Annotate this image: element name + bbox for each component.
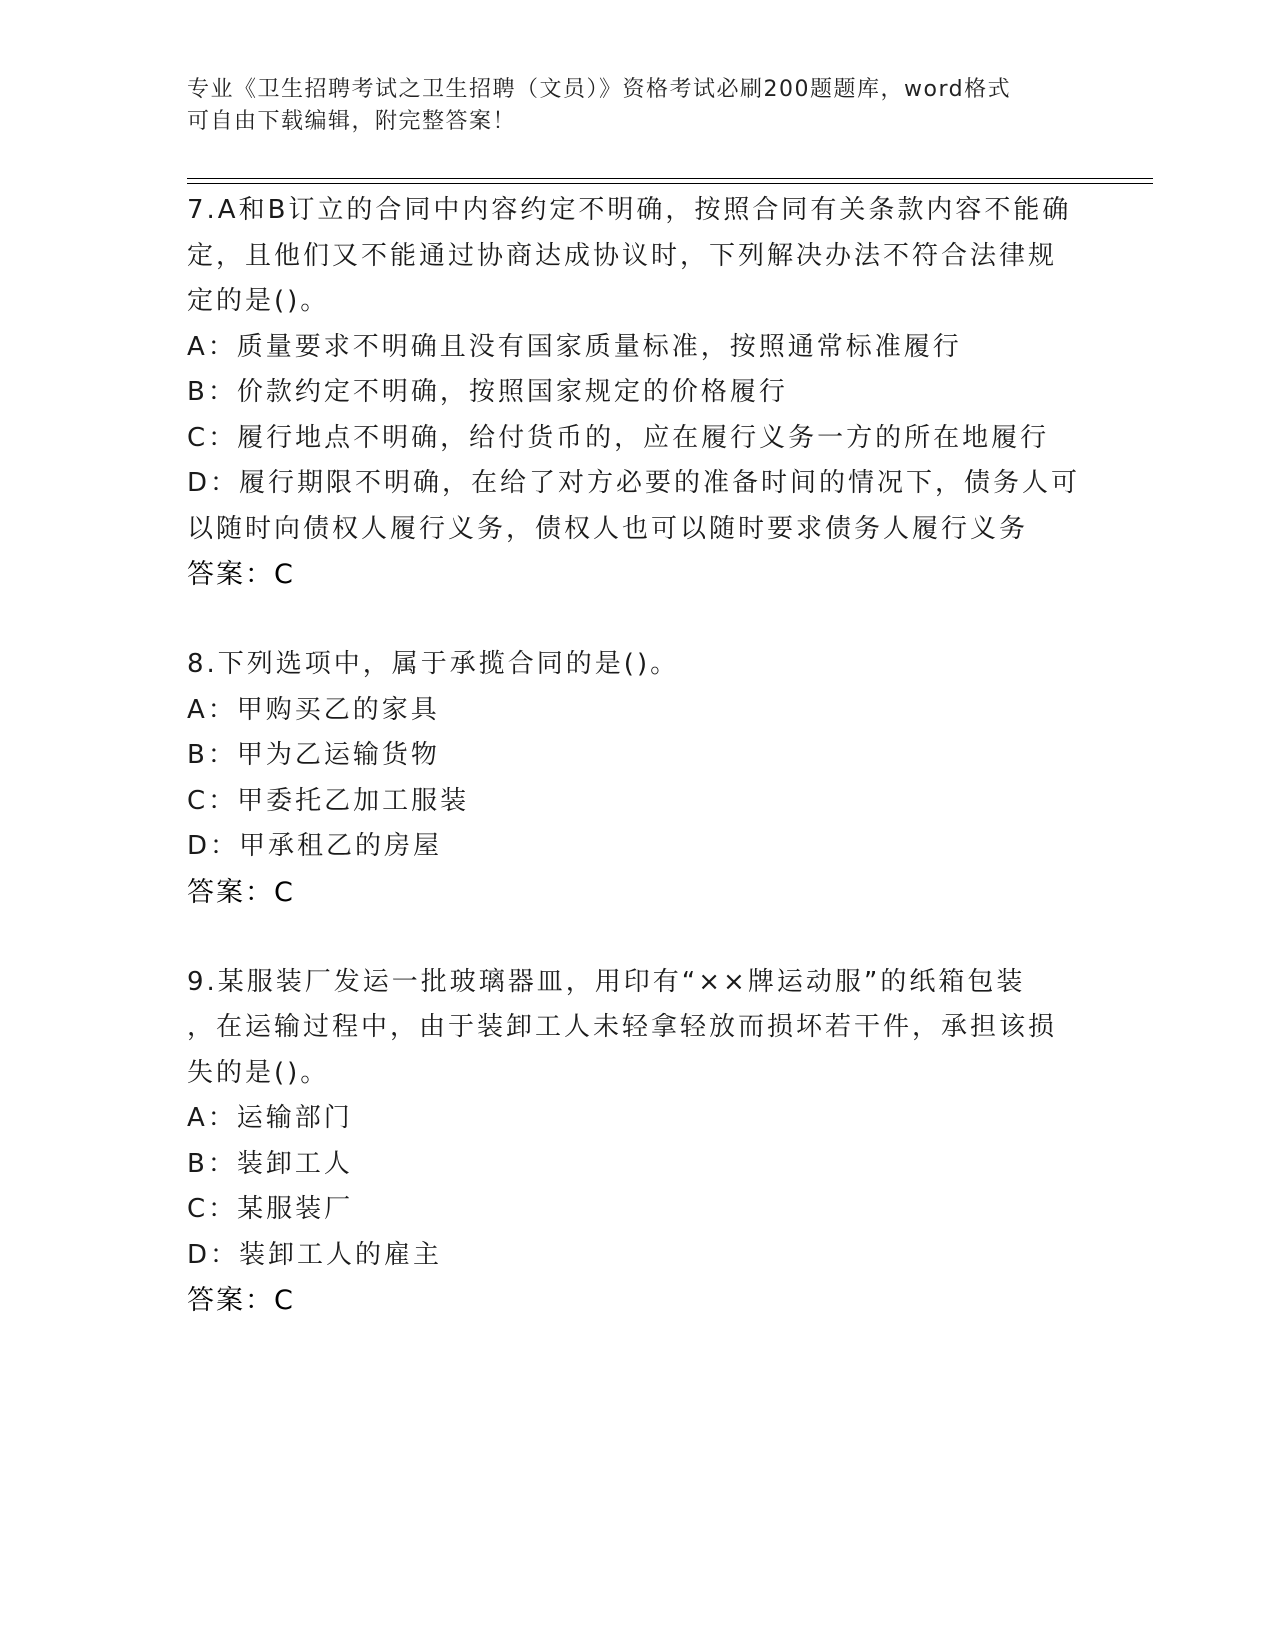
option-d	[187, 824, 1107, 870]
option-a	[187, 1096, 1107, 1142]
option-a	[187, 325, 1107, 371]
option-line: A：运输部门	[187, 1103, 353, 1133]
question-stem-line: 定，且他们又不能通过协商达成协议时，下列解决办法不符合法律规	[187, 240, 1058, 271]
option-line: D：履行期限不明确，在给了对方必要的准备时间的情况下，债务人可	[187, 468, 1081, 498]
question-list	[187, 188, 1107, 1324]
question-stem-line: 定的是()。	[187, 286, 330, 316]
option-line: D：装卸工人的雇主	[187, 1239, 443, 1270]
question-8	[187, 642, 1107, 916]
question-stem-line: 9.某服装厂发运一批玻璃器皿，用印有“××牌运动服”的纸箱包装	[187, 966, 1026, 997]
header-line-2: 可自由下载编辑，附完整答案！	[187, 109, 517, 134]
question-7	[187, 188, 1107, 598]
option-line: A：甲购买乙的家具	[187, 694, 440, 725]
option-c	[187, 416, 1107, 462]
answer-text: 答案：C	[187, 1285, 295, 1316]
option-line: B：装卸工人	[187, 1148, 353, 1179]
option-line: A：质量要求不明确且没有国家质量标准，按照通常标准履行	[187, 331, 962, 362]
question-stem-line: 失的是()。	[187, 1057, 330, 1088]
document-header	[187, 74, 1087, 138]
header-line-1: 专业《卫生招聘考试之卫生招聘（文员）》资格考试必刷200题题库，word格式	[187, 77, 1012, 102]
option-d	[187, 461, 1107, 552]
option-a	[187, 688, 1107, 734]
option-c	[187, 1187, 1107, 1233]
option-line: C：甲委托乙加工服装	[187, 785, 470, 816]
question-stem-line: 8.下列选项中，属于承揽合同的是()。	[187, 649, 680, 679]
option-d	[187, 1233, 1107, 1279]
question-9	[187, 960, 1107, 1325]
option-b	[187, 733, 1107, 779]
option-line: C：履行地点不明确，给付货币的，应在履行义务一方的所在地履行	[187, 422, 1050, 453]
option-line: B：价款约定不明确，按照国家规定的价格履行	[187, 377, 788, 407]
option-b	[187, 370, 1107, 416]
question-stem-line: 7.A和B订立的合同中内容约定不明确，按照合同有关条款内容不能确	[187, 195, 1072, 225]
option-line: 以随时向债权人履行义务，债权人也可以随时要求债务人履行义务	[187, 513, 1029, 544]
header-divider-top	[187, 178, 1153, 179]
header-divider-bottom	[187, 183, 1153, 184]
answer-text: 答案：C	[187, 876, 295, 908]
question-stem	[187, 642, 1107, 688]
question-stem	[187, 960, 1107, 1097]
option-line: C：某服装厂	[187, 1194, 354, 1224]
question-stem	[187, 188, 1107, 325]
option-c	[187, 779, 1107, 825]
option-b	[187, 1142, 1107, 1188]
answer-text: 答案：C	[187, 559, 295, 590]
option-line: B：甲为乙运输货物	[187, 740, 440, 770]
question-stem-line: ，在运输过程中，由于装卸工人未轻拿轻放而损坏若干件，承担该损	[187, 1012, 1058, 1042]
option-line: D：甲承租乙的房屋	[187, 831, 443, 861]
